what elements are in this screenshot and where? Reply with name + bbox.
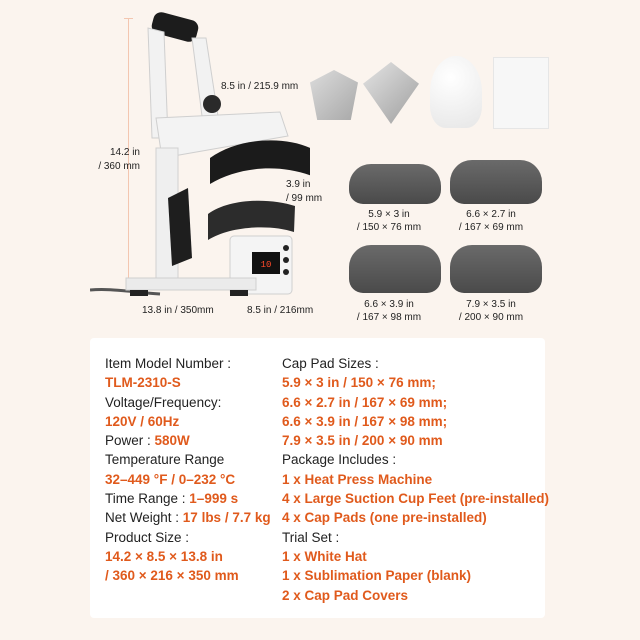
- spec-temperature-value: 32–449 °F / 0–232 °C: [105, 471, 236, 487]
- cap-pad-3: [349, 245, 441, 293]
- spec-trial-item-1: 1 x White Hat: [282, 548, 367, 564]
- spec-power-row: [105, 431, 271, 450]
- spec-weight-label: Net Weight :: [105, 510, 183, 526]
- width-bottom-dimension-label: 8.5 in / 216mm: [247, 305, 314, 316]
- cap-pad-4-caption: 7.9 × 3.5 in / 200 × 90 mm: [458, 299, 524, 323]
- spec-column-left: [105, 354, 271, 586]
- height-dimension-label: 14.2 in / 360 mm: [98, 147, 140, 172]
- spec-temperature-label: Temperature Range: [105, 452, 225, 468]
- spec-weight-value: 17 lbs / 7.7 kg: [182, 510, 271, 526]
- cap-pad-2: [450, 160, 542, 204]
- spec-column-right: [282, 354, 549, 605]
- spec-cap-pad-size-3: 6.6 × 3.9 in / 167 × 98 mm;: [282, 413, 448, 429]
- spec-package-item-2: 4 x Large Suction Cup Feet (pre-installed): [282, 491, 550, 507]
- cap-pad-4: [450, 245, 542, 293]
- spec-power-label: Power :: [105, 433, 155, 449]
- spec-voltage-label: Voltage/Frequency:: [105, 394, 222, 410]
- spec-voltage-value: 120V / 60Hz: [105, 413, 180, 429]
- spec-trial-item-2: 1 x Sublimation Paper (blank): [282, 568, 472, 584]
- spec-package-item-3: 4 x Cap Pads (one pre-installed): [282, 510, 487, 526]
- spec-weight-row: [105, 508, 271, 527]
- cap-pad-1-caption: 5.9 × 3 in / 150 × 76 mm: [356, 209, 422, 233]
- spec-package-item-1: 1 x Heat Press Machine: [282, 471, 433, 487]
- spec-time-label: Time Range :: [105, 491, 190, 507]
- spec-model-label: Item Model Number :: [105, 356, 232, 371]
- cap-pad-2-caption: 6.6 × 2.7 in / 167 × 69 mm: [458, 209, 524, 233]
- spec-size-label: Product Size :: [105, 529, 190, 545]
- spec-trial-item-3: 2 x Cap Pad Covers: [282, 587, 409, 603]
- spec-package-label: Package Includes :: [282, 452, 397, 468]
- spec-size-mm-value: / 360 × 216 × 350 mm: [105, 568, 239, 584]
- spec-cap-pad-sizes-label: Cap Pad Sizes :: [282, 356, 379, 371]
- cap-pad-cover-small: [310, 70, 358, 120]
- spec-cap-pad-size-2: 6.6 × 2.7 in / 167 × 69 mm;: [282, 394, 448, 410]
- sublimation-paper-image: [493, 57, 549, 129]
- spec-time-value: 1–999 s: [189, 491, 239, 507]
- spec-cap-pad-size-4: 7.9 × 3.5 in / 200 × 90 mm: [282, 433, 443, 449]
- depth-dimension-label: 13.8 in / 350mm: [142, 305, 214, 316]
- white-hat-image: [430, 56, 482, 128]
- spec-trial-set-label: Trial Set :: [282, 529, 340, 545]
- cap-pad-3-caption: 6.6 × 3.9 in / 167 × 98 mm: [356, 299, 422, 323]
- spec-time-row: [105, 489, 271, 508]
- spec-size-in-value: 14.2 × 8.5 × 13.8 in: [105, 548, 223, 564]
- spec-power-value: 580W: [154, 433, 190, 449]
- spec-model-value: TLM-2310-S: [105, 375, 181, 391]
- cap-pad-1: [349, 164, 441, 204]
- opening-dimension-label: 3.9 in / 99 mm: [286, 179, 323, 204]
- width-top-dimension-label: 8.5 in / 215.9 mm: [221, 81, 299, 92]
- heat-press-machine-image: [90, 8, 310, 308]
- cap-pad-cover-large: [363, 62, 419, 124]
- display-readout: 10: [260, 260, 272, 270]
- spec-cap-pad-size-1: 5.9 × 3 in / 150 × 76 mm;: [282, 375, 436, 391]
